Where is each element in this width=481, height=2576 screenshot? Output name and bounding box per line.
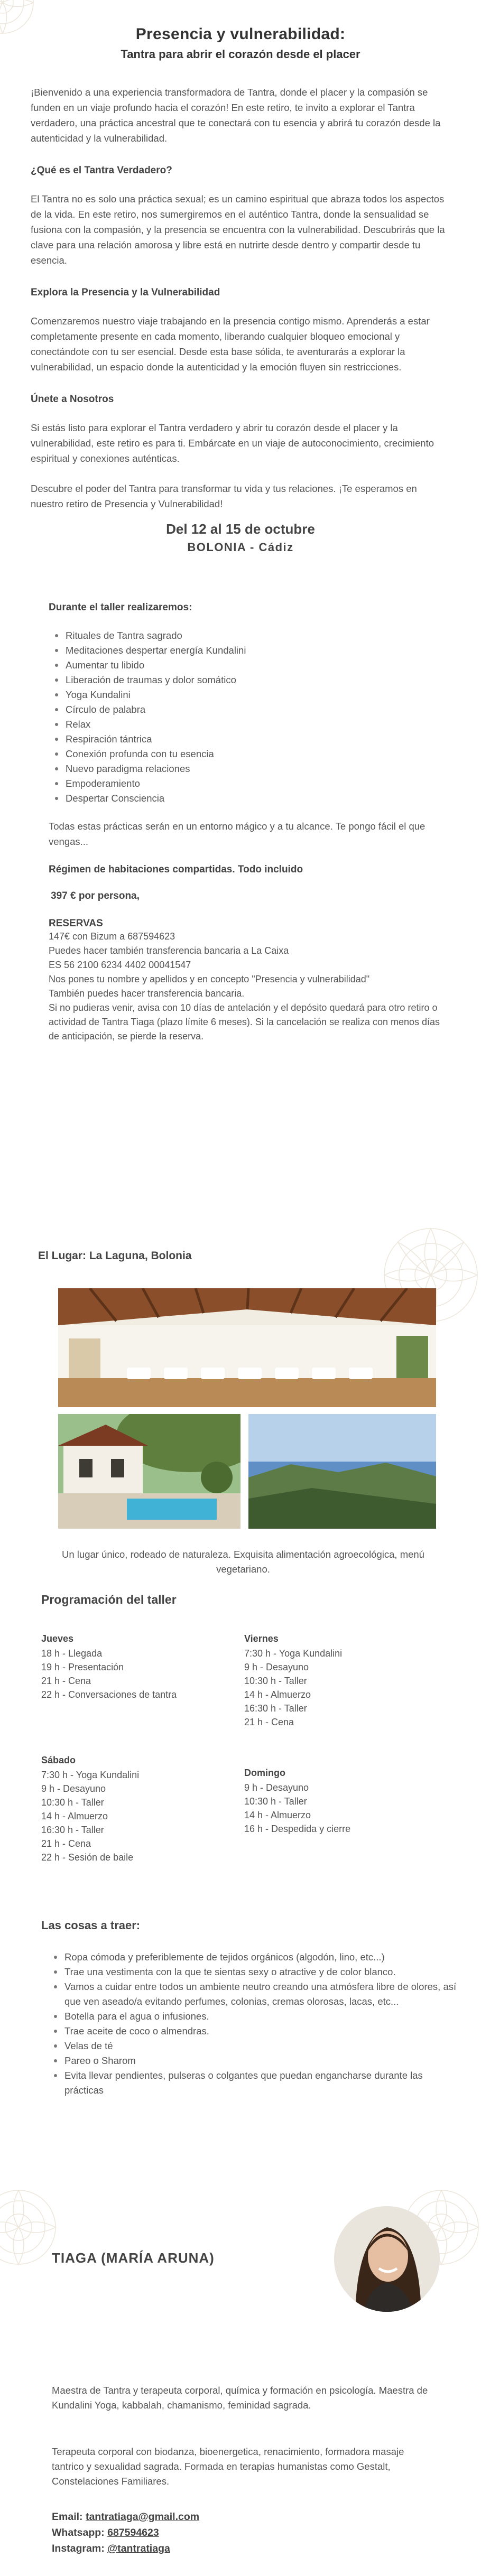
reservas-line: ES 56 2100 6234 4402 00041547	[49, 960, 191, 970]
list-item: Vamos a cuidar entre todos un ambiente neutro creando una atmósfera libre de olores, así que ven aseado/a evitando perfumes, colonias, cremas olorosas, lacas, etc...	[53, 1979, 460, 2009]
cosas-title: Las cosas a traer:	[41, 1919, 141, 1932]
mandala-teacher-left-icon	[0, 2188, 58, 2267]
page-subtitle: Tantra para abrir el corazón desde el placer	[121, 48, 360, 61]
photo-sea-view	[248, 1414, 436, 1529]
reservas-line: Si no pudieras venir, avisa con 10 días de antelación y el depósito quedará para otro retiro o actividad de Tantra Tiaga (plazo límite 6 meses). Si la cancelación se realiza con menos días de anticipación, se pierde la reserva.	[49, 1002, 440, 1041]
list-item: Aumentar tu libido	[54, 658, 444, 673]
day-jueves	[41, 1632, 232, 1701]
list-item: Empoderamiento	[54, 776, 444, 791]
reservas-title: RESERVAS	[49, 918, 103, 929]
schedule-item: 16:30 h - Taller	[244, 1703, 307, 1714]
list-item: Trae aceite de coco o almendras.	[53, 2024, 460, 2039]
list-item: Pareo o Sharom	[53, 2053, 460, 2068]
section-title-tantra: ¿Qué es el Tantra Verdadero?	[31, 165, 172, 176]
teacher-bio-1: Maestra de Tantra y terapeuta corporal, química y formación en psicología. Maestra de Kundalini Yoga, kabbalah, chamanismo, feminidad sagrada.	[52, 2385, 428, 2411]
list-item: Nuevo paradigma relaciones	[54, 761, 444, 776]
teacher-name: TIAGA (MARÍA ARUNA)	[52, 2250, 215, 2266]
photo-yoga-room	[58, 1288, 436, 1407]
schedule-item: 22 h - Conversaciones de tantra	[41, 1689, 177, 1700]
email-label: Email:	[52, 2511, 83, 2523]
contact-instagram-row	[52, 2541, 199, 2556]
schedule-item: 7:30 h - Yoga Kundalini	[41, 1770, 140, 1780]
workshop-list	[54, 628, 444, 806]
list-item: Respiración tántrica	[54, 732, 444, 747]
whatsapp-label: Whatsapp:	[52, 2527, 105, 2538]
list-item: Círculo de palabra	[54, 702, 444, 717]
list-item: Despertar Consciencia	[54, 791, 444, 806]
event-place: BOLONIA - Cádiz	[187, 541, 294, 554]
closing-text: Descubre el poder del Tantra para transformar tu vida y tus relaciones. ¡Te esperamos en nuestro retiro de Presencia y Vulnerabilidad!	[31, 483, 417, 509]
intro-section	[0, 0, 481, 554]
programa-title: Programación del taller	[41, 1593, 177, 1606]
list-item: Velas de té	[53, 2039, 460, 2053]
avatar	[334, 2206, 440, 2312]
schedule-item: 14 h - Almuerzo	[244, 1810, 311, 1820]
section-title-presencia: Explora la Presencia y la Vulnerabilidad	[31, 287, 220, 298]
reservas-line: Nos pones tu nombre y apellidos y en concepto "Presencia y vulnerabilidad"	[49, 974, 370, 984]
list-item: Evita llevar pendientes, pulseras o colgantes que puedan engancharse durante las prácticas	[53, 2068, 460, 2098]
whatsapp-link[interactable]: 687594623	[107, 2527, 159, 2538]
schedule-item: 10:30 h - Taller	[41, 1797, 104, 1808]
schedule-item: 21 h - Cena	[41, 1838, 91, 1849]
list-item: Botella para el agua o infusiones.	[53, 2009, 460, 2024]
schedule-item: 10:30 h - Taller	[244, 1796, 307, 1807]
cosas-list	[53, 1950, 460, 2098]
photo-pool-house	[58, 1414, 240, 1529]
list-item: Trae una vestimenta con la que te sientas sexy o atractive y de color blanco.	[53, 1965, 460, 1979]
day-name: Jueves	[41, 1633, 74, 1644]
list-item: Ropa cómoda y preferiblemente de tejidos orgánicos (algodón, lino, etc...)	[53, 1950, 460, 1965]
schedule-item: 9 h - Desayuno	[244, 1782, 309, 1793]
presencia-text: Comenzaremos nuestro viaje trabajando en la presencia contigo mismo. Aprenderás a estar completamente presente en cada momento, liberando cualquier bloqueo emocional y conectándote con tu ser esencial. Desde esta base sólida, te aventurarás a explorar la vulnerabilidad, un espacio donde la autenticidad y la emoción fluyen sin restricciones.	[31, 315, 430, 373]
list-item: Conexión profunda con tu esencia	[54, 747, 444, 761]
lugar-caption: Un lugar único, rodeado de naturaleza. Exquisita alimentación agroecológica, menú vegetariano.	[62, 1549, 424, 1575]
reservas-details	[49, 929, 444, 1044]
list-item: Yoga Kundalini	[54, 687, 444, 702]
schedule-item: 9 h - Desayuno	[244, 1662, 309, 1672]
schedule-item: 21 h - Cena	[244, 1717, 294, 1727]
contact-whatsapp-row	[52, 2525, 199, 2541]
schedule-item: 10:30 h - Taller	[244, 1676, 307, 1686]
day-name: Domingo	[244, 1768, 285, 1778]
workshop-title: Durante el taller realizaremos:	[49, 602, 192, 613]
price-text: 397 € por persona,	[51, 890, 140, 901]
schedule-item: 16:30 h - Taller	[41, 1825, 104, 1835]
instagram-label: Instagram:	[52, 2543, 105, 2554]
list-item: Meditaciones despertar energía Kundalini	[54, 643, 444, 658]
reservas-line: También puedes hacer transferencia bancaria.	[49, 988, 245, 999]
page	[0, 0, 481, 1044]
contact-block	[52, 2509, 199, 2556]
schedule-item: 19 h - Presentación	[41, 1662, 124, 1672]
teacher-bio-2: Terapeuta corporal con biodanza, bioenergetica, renacimiento, formadora masaje tantrico y sexualidad sagrada. Formada en terapias humanistas como Gestalt, Constelaciones Familiares.	[52, 2446, 404, 2487]
schedule-item: 9 h - Desayuno	[41, 1783, 106, 1794]
contact-email-row	[52, 2509, 199, 2525]
schedule-item: 14 h - Almuerzo	[41, 1811, 108, 1821]
unete-text: Si estás listo para explorar el Tantra verdadero y abrir tu corazón desde el placer y la vulnerabilidad, este retiro es para ti. Embárcate en un viaje de autoconocimiento, crecimiento espiritual y conexiones auténticas.	[31, 422, 434, 464]
list-item: Relax	[54, 717, 444, 732]
lugar-title: El Lugar: La Laguna, Bolonia	[38, 1250, 192, 1262]
section-title-unete: Únete a Nosotros	[31, 394, 114, 405]
workshop-note: Todas estas prácticas serán en un entorno mágico y a tu alcance. Te pongo fácil el que vengas...	[49, 821, 426, 847]
email-link[interactable]: tantratiaga@gmail.com	[85, 2511, 200, 2523]
page-title: Presencia y vulnerabilidad:	[135, 25, 346, 43]
instagram-link[interactable]: @tantratiaga	[107, 2543, 170, 2554]
schedule-item: 7:30 h - Yoga Kundalini	[244, 1648, 343, 1659]
welcome-text: ¡Bienvenido a una experiencia transformadora de Tantra, donde el placer y la compasión se funden en un viaje profundo hacia el corazón! En este retiro, te invito a explorar el Tantra verdadero, una práctica ancestral que te conectará con tu esencia y abrirá tu corazón desde la autenticidad y la vulnerabilidad.	[31, 87, 441, 144]
day-viernes	[244, 1632, 434, 1729]
tantra-text: El Tantra no es solo una práctica sexual; es un camino espiritual que abraza todos los aspectos de la vida. En este retiro, nos sumergiremos en el auténtico Tantra, donde la sensualidad se fusiona con la compasión, y la presencia se encuentra con la vulnerabilidad. Descubrirás que la clave para una relación amorosa y libre está en nutrirte desde dentro y compartir desde tu esencia.	[31, 193, 445, 266]
day-name: Sábado	[41, 1755, 76, 1765]
schedule-item: 14 h - Almuerzo	[244, 1689, 311, 1700]
day-sabado	[41, 1753, 232, 1864]
list-item: Rituales de Tantra sagrado	[54, 628, 444, 643]
schedule-item: 16 h - Despedida y cierre	[244, 1824, 351, 1834]
workshop-section	[0, 602, 481, 1044]
schedule-item: 22 h - Sesión de baile	[41, 1852, 134, 1863]
day-name: Viernes	[244, 1633, 279, 1644]
reservas-line: 147€ con Bizum a 687594623	[49, 931, 175, 942]
reservas-line: Puedes hacer también transferencia bancaria a La Caixa	[49, 945, 289, 956]
schedule-item: 18 h - Llegada	[41, 1648, 103, 1659]
event-dates: Del 12 al 15 de octubre	[166, 521, 315, 537]
schedule-item: 21 h - Cena	[41, 1676, 91, 1686]
regimen-text: Régimen de habitaciones compartidas. Todo incluido	[49, 864, 303, 875]
list-item: Liberación de traumas y dolor somático	[54, 673, 444, 687]
day-domingo	[244, 1766, 434, 1836]
